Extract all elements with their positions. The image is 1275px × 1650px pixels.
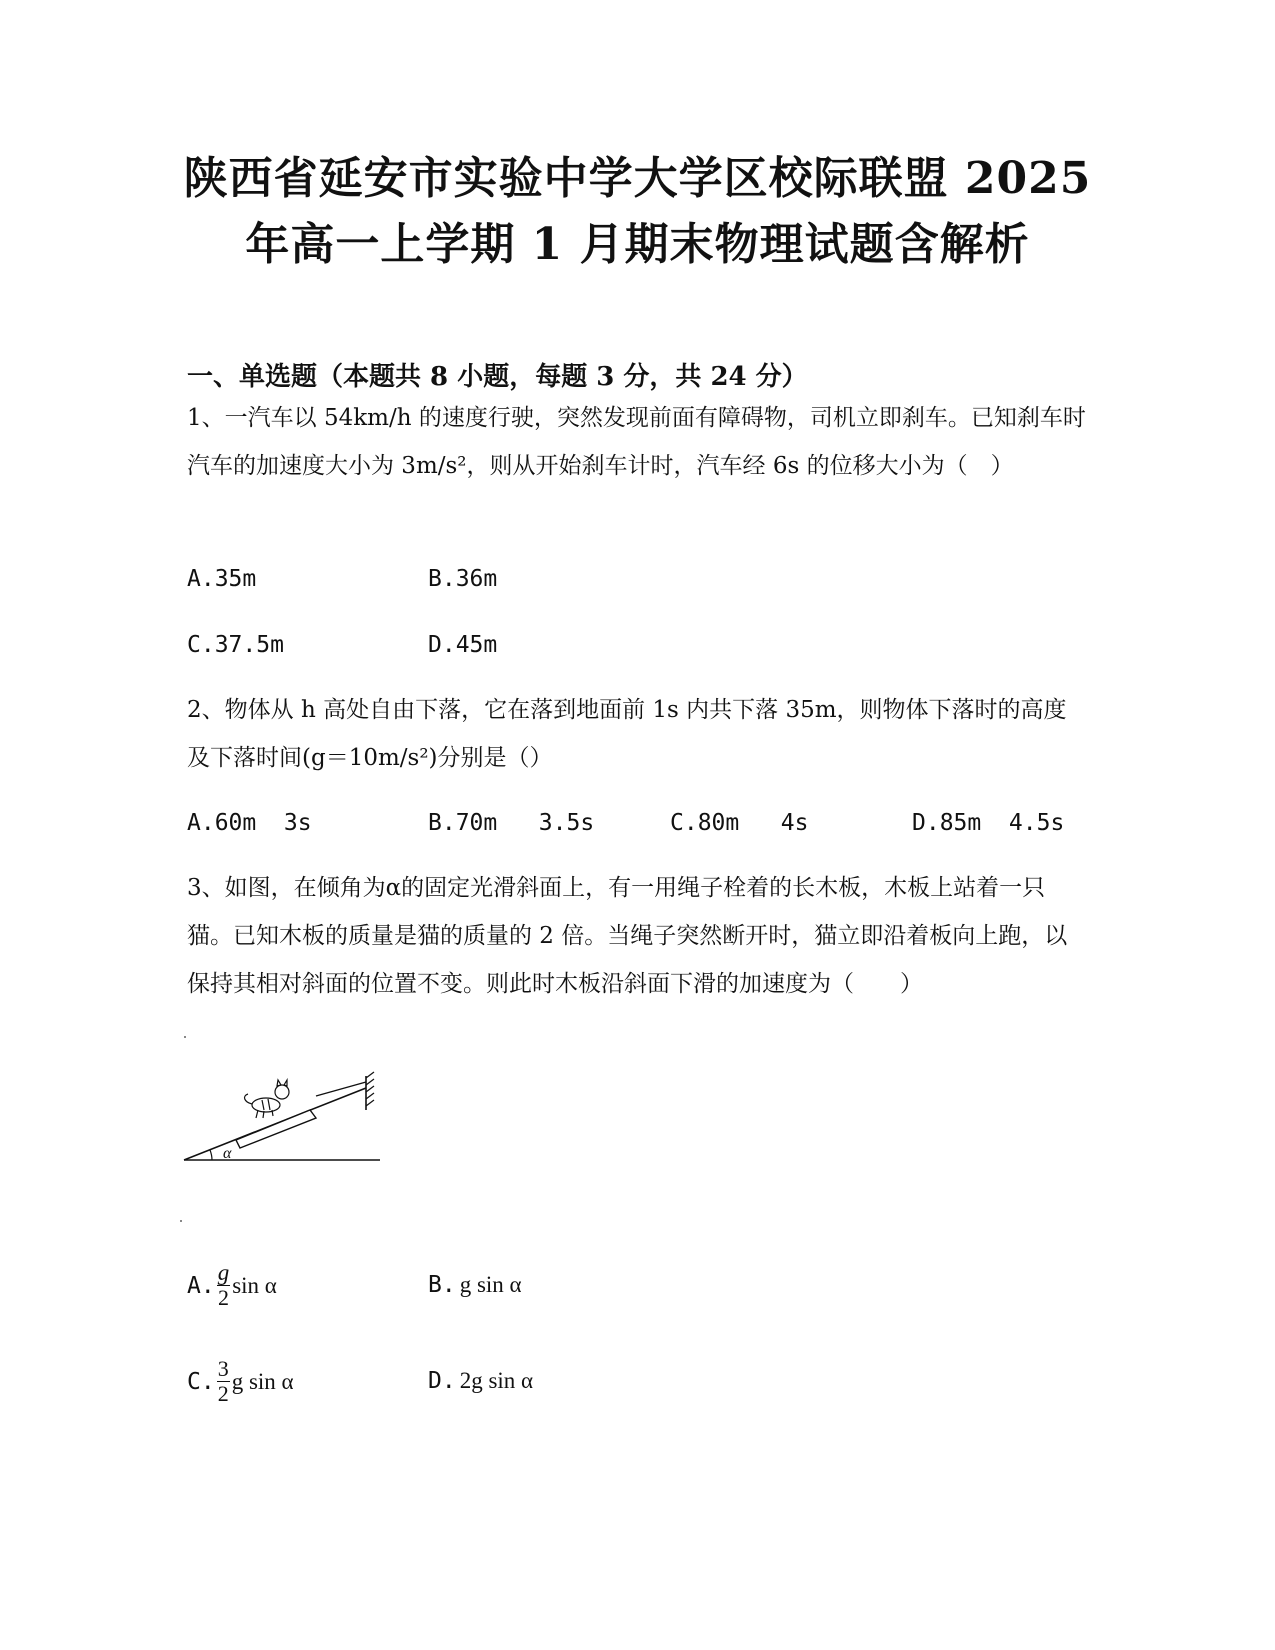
question-2-text: 2、物体从 h 高处自由下落，它在落到地面前 1s 内共下落 35m，则物体下落时的高度及下落时间(g＝10m/s²)分别是（）	[187, 697, 1067, 771]
option-letter: B.	[428, 1272, 456, 1298]
option-letter: D.	[428, 1368, 456, 1394]
option-letter: A.	[187, 1272, 215, 1299]
question-1-option-b: B.36m	[428, 566, 498, 592]
question-3-option-a	[187, 1262, 277, 1309]
document-title-line-1: 陕西省延安市实验中学大学区校际联盟 2025	[183, 153, 1092, 204]
fraction	[217, 1358, 230, 1405]
question-3-option-c	[187, 1358, 294, 1405]
math-expression: sin α	[232, 1272, 277, 1298]
fraction-denominator: 2	[217, 1381, 229, 1406]
question-2-option-b: B.70m 3.5s	[428, 810, 595, 836]
document-title-line-2: 年高一上学期 1 月期末物理试题含解析	[245, 219, 1030, 270]
fraction-denominator: 2	[217, 1285, 229, 1310]
question-1-option-d: D.45m	[428, 632, 498, 658]
question-2-option-a: A.60m 3s	[187, 810, 312, 836]
stray-mark	[184, 1036, 186, 1038]
question-3-option-b	[428, 1272, 522, 1298]
cat-icon	[245, 1080, 289, 1118]
fraction-numerator: 3	[217, 1356, 229, 1381]
fraction	[217, 1262, 231, 1309]
question-2-option-d: D.85m 4.5s	[912, 810, 1065, 836]
wooden-board	[236, 1110, 316, 1148]
angle-label: α	[223, 1145, 232, 1162]
math-expression: g sin α	[459, 1272, 522, 1297]
rope	[316, 1082, 366, 1096]
incline-figure	[182, 1070, 392, 1170]
question-1-option-a: A.35m	[187, 566, 257, 592]
question-1-option-c: C.37.5m	[187, 632, 284, 658]
fraction-numerator: g	[217, 1260, 230, 1285]
question-3-option-d	[428, 1368, 533, 1394]
wall-hatching	[366, 1072, 374, 1106]
math-expression: g sin α	[231, 1368, 294, 1394]
question-3-text: 3、如图，在倾角为α的固定光滑斜面上，有一用绳子栓着的长木板，木板上站着一只猫。已知木板的质量是猫的质量的 2 倍。当绳子突然断开时，猫立即沿着板向上跑，以保持其相对斜面的位置不变。则此时木板沿斜面下滑的加速度为（ ）	[187, 875, 1068, 997]
section-heading: 一、单选题（本题共 8 小题，每题 3 分，共 24 分）	[187, 362, 808, 392]
option-letter: C.	[187, 1368, 215, 1395]
math-expression: 2g sin α	[459, 1368, 534, 1393]
question-2-option-c: C.80m 4s	[670, 810, 809, 836]
stray-mark	[180, 1220, 182, 1222]
angle-arc	[210, 1150, 212, 1160]
question-1-text: 1、一汽车以 54km/h 的速度行驶，突然发现前面有障碍物，司机立即刹车。已知刹车时汽车的加速度大小为 3m/s²，则从开始刹车计时，汽车经 6s 的位移大小为（ ）	[187, 405, 1086, 479]
